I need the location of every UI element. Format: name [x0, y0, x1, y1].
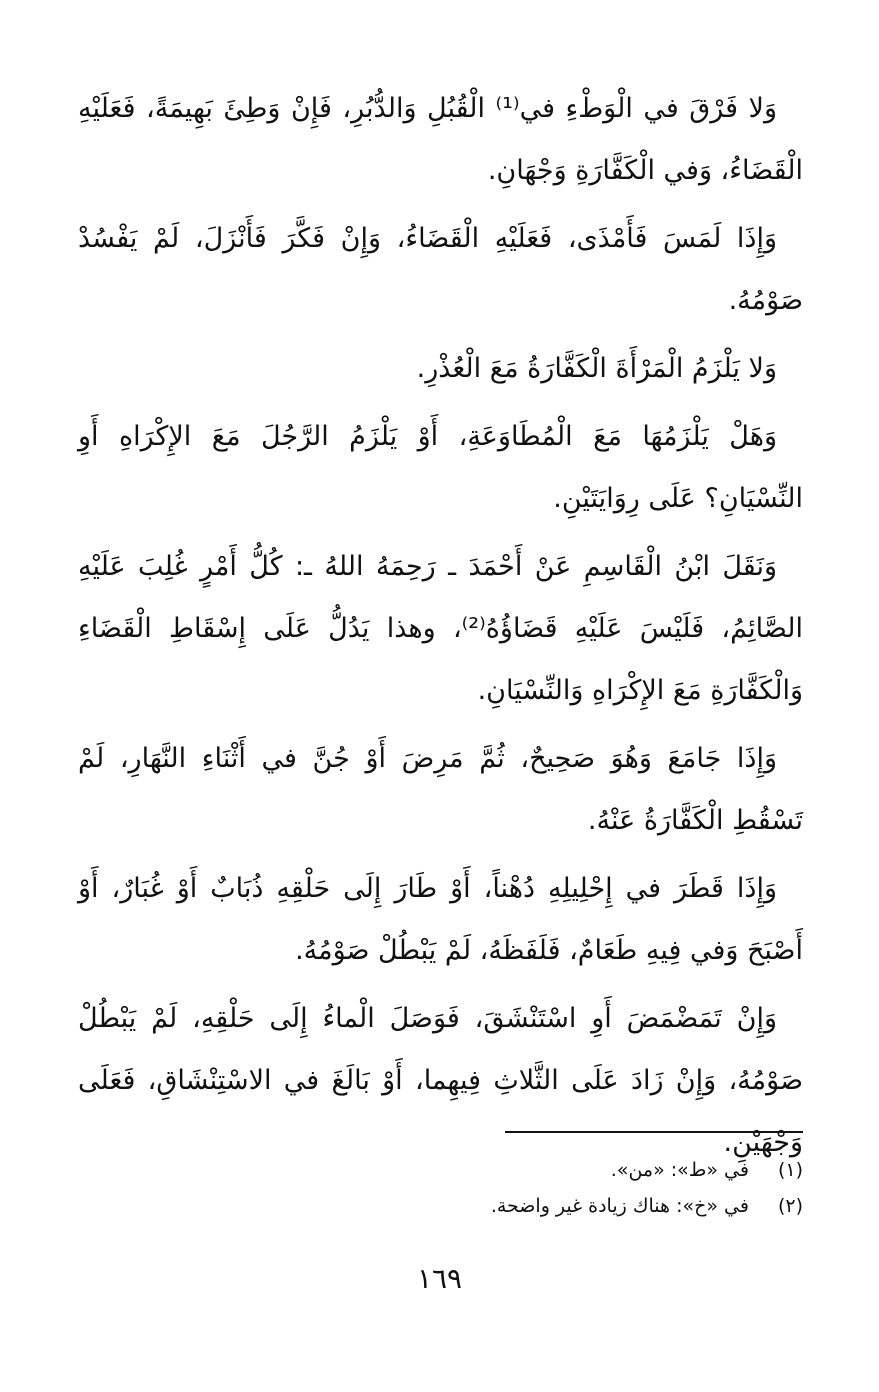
- main-text: [78, 78, 803, 1180]
- footnote-2: [78, 1188, 803, 1224]
- paragraph-6: وَإِذَا جَامَعَ وَهُوَ صَحِيحٌ، ثُمَّ مَرِضَ أَوْ جُنَّ في أَثْنَاءِ النَّهَارِ، لَمْ تَسْقُطِ الْكَفَّارَةُ عَنْهُ.: [78, 743, 803, 836]
- page-number: ١٦٩: [416, 1262, 463, 1295]
- footnote-separator: [505, 1131, 803, 1133]
- footnote-number: (١): [777, 1159, 803, 1181]
- footnotes: [78, 1152, 803, 1224]
- footnote-number: (٢): [777, 1195, 803, 1217]
- paragraph-3: وَلا يَلْزَمُ الْمَرْأَةَ الْكَفَّارَةُ مَعَ الْعُذْرِ.: [416, 353, 777, 384]
- paragraph-2: وَإِذَا لَمَسَ فَأَمْذَى، فَعَلَيْهِ الْقَضَاءُ، وَإِنْ فَكَّرَ فَأَنْزَلَ، لَمْ يَفْسُدْ صَوْمُهُ.: [78, 223, 803, 316]
- paragraph-5: وَنَقَلَ ابْنُ الْقَاسِمِ عَنْ أَحْمَدَ ـ رَحِمَهُ اللهُ ـ: كُلُّ أَمْرٍ غُلِبَ عَلَيْهِ الصَّائِمُ، فَلَيْسَ عَلَيْهِ قَضَاؤُهُ⁽²⁾، وهذا يَدُلُّ عَلَى إِسْقَاطِ الْقَضَاءِ وَالْكَفَّارَةِ مَعَ الإِكْرَاهِ وَالنِّسْيَانِ.: [78, 551, 803, 706]
- footnote-text: في «خ»: هناك زيادة غير واضحة.: [490, 1195, 749, 1217]
- footnote-text: في «ط»: «من».: [610, 1159, 749, 1181]
- paragraph-4: وَهَلْ يَلْزَمُهَا مَعَ الْمُطَاوَعَةِ، أَوْ يَلْزَمُ الرَّجُلَ مَعَ الإِكْرَاهِ أَوِ النِّسْيَانِ؟ عَلَى رِوَايَتَيْنِ.: [78, 421, 803, 514]
- paragraph-8: وَإِنْ تَمَضْمَضَ أَوِ اسْتَنْشَقَ، فَوَصَلَ الْماءُ إِلَى حَلْقِهِ، لَمْ يَبْطُلْ صَوْمُهُ، وَإِنْ زَادَ عَلَى الثَّلاثِ فِيهِما، أَوْ بَالَغَ في الاسْتِنْشَاقِ، فَعَلَى وَجْهَيْنِ.: [78, 1003, 803, 1158]
- paragraph-1: وَلا فَرْقَ في الْوَطْءِ في⁽¹⁾ الْقُبُلِ وَالدُّبُرِ، فَإِنْ وَطِئَ بَهِيمَةً، فَعَلَيْهِ الْقَضَاءُ، وَفي الْكَفَّارَةِ وَجْهَانِ.: [78, 93, 803, 186]
- paragraph-7: وَإِذَا قَطَرَ في إِحْلِيلِهِ دُهْناً، أَوْ طَارَ إِلَى حَلْقِهِ ذُبَابٌ أَوْ غُبَارٌ، أَوْ أَصْبَحَ وَفي فِيهِ طَعَامٌ، فَلَفَظَهُ، لَمْ يَبْطُلْ صَوْمُهُ.: [78, 873, 803, 966]
- footnote-1: [78, 1152, 803, 1188]
